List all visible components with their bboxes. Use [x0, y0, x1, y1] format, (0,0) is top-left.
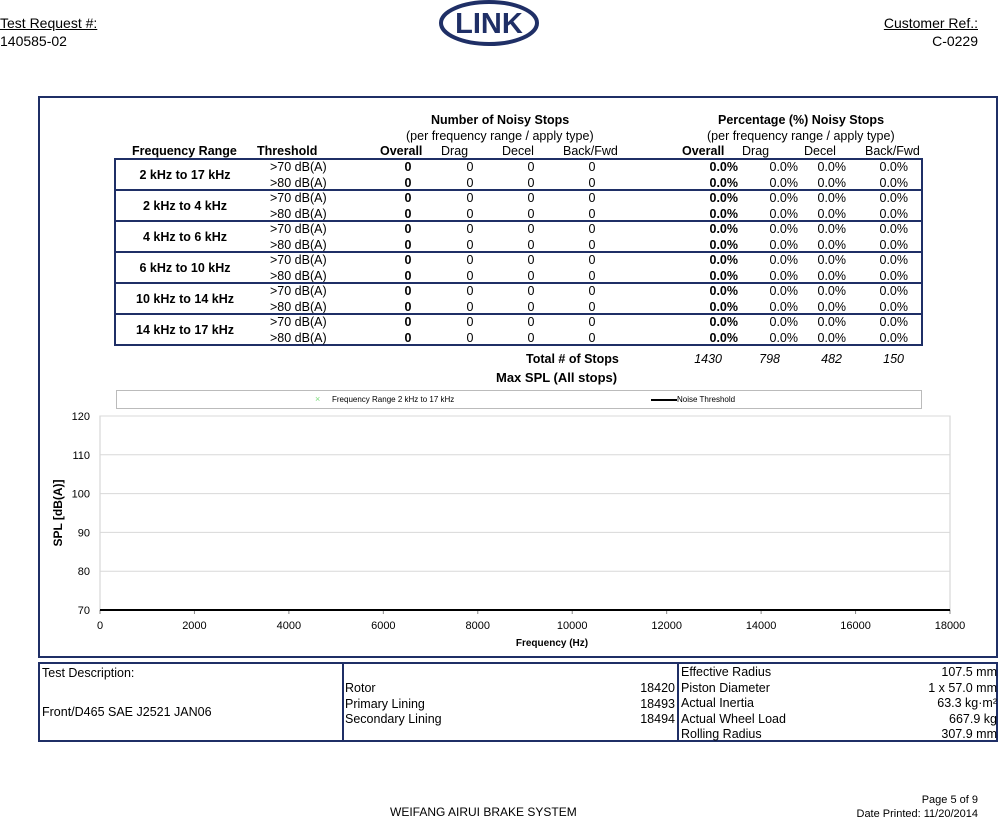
- table-cell-p-backfwd: 0.0%: [879, 284, 908, 298]
- table-cell-threshold: >70 dB(A): [270, 160, 327, 174]
- table-cell-decel: 0: [527, 175, 535, 190]
- table-cell-threshold: >80 dB(A): [270, 206, 327, 221]
- table-cell-threshold: >80 dB(A): [270, 175, 327, 190]
- total-drag: 798: [759, 352, 780, 366]
- table-cell-p-overall: 0.0%: [709, 299, 738, 314]
- legend-x-marker-icon: ×: [315, 394, 321, 404]
- chart-legend: [116, 390, 922, 409]
- table-cell-p-drag: 0.0%: [769, 237, 798, 252]
- divider: [342, 664, 344, 740]
- spec-value: 1 x 57.0 mm: [928, 680, 997, 695]
- table-cell-drag: 0: [466, 299, 474, 314]
- details-panel: [38, 662, 998, 742]
- table-cell-decel: 0: [527, 299, 535, 314]
- table-cell-threshold: >80 dB(A): [270, 237, 327, 252]
- total-label: Total # of Stops: [526, 352, 619, 366]
- table-cell-overall: 0: [404, 237, 412, 252]
- spec-label: Rolling Radius: [681, 727, 762, 741]
- table-cell-drag: 0: [466, 268, 474, 283]
- pct-section-subtitle: (per frequency range / apply type): [707, 129, 895, 143]
- table-cell-p-drag: 0.0%: [769, 330, 798, 345]
- total-decel: 482: [821, 352, 842, 366]
- part-label: Primary Lining: [345, 696, 425, 711]
- table-cell-p-overall: 0.0%: [709, 330, 738, 345]
- table-cell-decel: 0: [527, 284, 535, 298]
- part-label: Secondary Lining: [345, 712, 442, 726]
- part-value: 18420: [640, 681, 675, 695]
- table-cell-drag: 0: [466, 206, 474, 221]
- table-cell-p-overall: 0.0%: [709, 222, 738, 236]
- legend-series-2-label: Noise Threshold: [677, 395, 736, 404]
- table-cell-p-drag: 0.0%: [769, 284, 798, 298]
- table-cell-overall: 0: [404, 222, 412, 236]
- pct-section-title: Percentage (%) Noisy Stops: [718, 113, 885, 127]
- table-cell-p-backfwd: 0.0%: [879, 253, 908, 267]
- table-cell-decel: 0: [527, 237, 535, 252]
- table-cell-overall: 0: [404, 299, 412, 314]
- table-cell-decel: 0: [527, 253, 535, 267]
- frequency-range-label: 4 kHz to 6 kHz: [142, 230, 228, 244]
- table-cell-p-decel: 0.0%: [817, 268, 846, 283]
- table-cell-overall: 0: [404, 253, 412, 267]
- customer-ref-value: C-0229: [932, 33, 978, 49]
- table-cell-drag: 0: [466, 175, 474, 190]
- part-label: Rotor: [345, 681, 376, 695]
- frequency-range-label: 6 kHz to 10 kHz: [139, 261, 231, 275]
- col-overall: Overall: [380, 144, 423, 158]
- legend-series-1-label: Frequency Range 2 kHz to 17 kHz: [332, 395, 455, 404]
- table-cell-p-backfwd: 0.0%: [879, 315, 908, 329]
- table-cell-overall: 0: [404, 191, 412, 205]
- table-cell-p-decel: 0.0%: [817, 206, 846, 221]
- col-pct-backfwd: Back/Fwd: [865, 144, 920, 158]
- table-cell-backfwd: 0: [588, 237, 596, 252]
- table-cell-p-overall: 0.0%: [709, 253, 738, 267]
- table-cell-threshold: >80 dB(A): [270, 330, 327, 345]
- table-cell-backfwd: 0: [588, 315, 596, 329]
- spec-value: 63.3 kg·m²: [937, 696, 997, 710]
- y-tick-label: 90: [77, 527, 90, 540]
- table-cell-overall: 0: [404, 268, 412, 283]
- table-cell-backfwd: 0: [588, 284, 596, 298]
- chart-y-ticks: [72, 411, 90, 617]
- spec-value: 107.5 mm: [941, 665, 997, 679]
- table-cell-decel: 0: [527, 191, 535, 205]
- table-cell-p-drag: 0.0%: [769, 299, 798, 314]
- table-cell-threshold: >70 dB(A): [270, 315, 327, 329]
- table-cell-backfwd: 0: [588, 299, 596, 314]
- page-number: Page 5 of 9: [921, 794, 978, 806]
- table-cell-p-drag: 0.0%: [769, 268, 798, 283]
- total-backfwd: 150: [883, 352, 904, 366]
- table-cell-backfwd: 0: [588, 206, 596, 221]
- table-cell-overall: 0: [404, 160, 412, 174]
- table-cell-p-drag: 0.0%: [769, 191, 798, 205]
- y-tick-label: 100: [71, 488, 90, 501]
- test-description-value: Front/D465 SAE J2521 JAN06: [42, 705, 212, 719]
- table-cell-p-overall: 0.0%: [709, 160, 738, 174]
- table-cell-p-backfwd: 0.0%: [879, 237, 908, 252]
- table-cell-decel: 0: [527, 206, 535, 221]
- table-cell-p-decel: 0.0%: [817, 315, 846, 329]
- date-printed: Date Printed: 11/20/2014: [856, 808, 978, 820]
- x-tick-label: 18000: [934, 620, 966, 632]
- count-section-subtitle: (per frequency range / apply type): [406, 129, 594, 143]
- y-tick-label: 70: [77, 605, 90, 617]
- table-cell-drag: 0: [466, 160, 474, 174]
- x-tick-label: 2000: [182, 620, 207, 632]
- spec-value: 667.9 kg: [949, 711, 997, 726]
- table-cell-p-decel: 0.0%: [817, 299, 846, 314]
- table-cell-p-backfwd: 0.0%: [879, 175, 908, 190]
- count-section-title: Number of Noisy Stops: [431, 113, 570, 127]
- table-cell-decel: 0: [527, 268, 535, 283]
- x-tick-label: 6000: [371, 620, 396, 632]
- table-cell-drag: 0: [466, 237, 474, 252]
- table-cell-p-decel: 0.0%: [817, 191, 846, 205]
- test-request-label: Test Request #:: [0, 15, 98, 31]
- col-pct-overall: Overall: [682, 144, 725, 158]
- chart-x-label: Frequency (Hz): [515, 638, 589, 649]
- spec-label: Effective Radius: [681, 665, 772, 679]
- spec-value: 307.9 mm: [941, 727, 997, 741]
- table-cell-p-drag: 0.0%: [769, 160, 798, 174]
- x-tick-label: 4000: [276, 620, 302, 632]
- table-cell-p-overall: 0.0%: [709, 191, 738, 205]
- table-cell-p-decel: 0.0%: [817, 175, 846, 190]
- table-cell-drag: 0: [466, 284, 474, 298]
- frequency-range-label: 2 kHz to 17 kHz: [139, 168, 231, 182]
- table-cell-drag: 0: [466, 330, 474, 345]
- table-cell-p-overall: 0.0%: [709, 206, 738, 221]
- table-cell-backfwd: 0: [588, 268, 596, 283]
- table-cell-overall: 0: [404, 330, 412, 345]
- col-pct-drag: Drag: [742, 144, 770, 158]
- x-tick-label: 10000: [556, 620, 588, 632]
- customer-ref-label: Customer Ref.:: [883, 15, 978, 31]
- table-cell-p-decel: 0.0%: [817, 253, 846, 267]
- frequency-range-label: 2 kHz to 4 kHz: [142, 199, 228, 213]
- table-cell-backfwd: 0: [588, 160, 596, 174]
- table-cell-overall: 0: [404, 206, 412, 221]
- table-cell-p-overall: 0.0%: [709, 237, 738, 252]
- table-cell-drag: 0: [466, 315, 474, 329]
- table-cell-threshold: >70 dB(A): [270, 222, 327, 236]
- total-overall: 1430: [694, 352, 722, 366]
- frequency-range-label: 14 kHz to 17 kHz: [136, 323, 234, 337]
- table-cell-decel: 0: [527, 160, 535, 174]
- chart-title: Max SPL (All stops): [496, 370, 618, 385]
- table-cell-overall: 0: [404, 284, 412, 298]
- chart-grid: [100, 416, 950, 610]
- table-cell-backfwd: 0: [588, 175, 596, 190]
- table-cell-p-overall: 0.0%: [709, 175, 738, 190]
- table-cell-decel: 0: [527, 330, 535, 345]
- divider: [677, 664, 679, 740]
- table-cell-p-backfwd: 0.0%: [879, 268, 908, 283]
- table-cell-p-overall: 0.0%: [709, 284, 738, 298]
- x-tick-label: 8000: [465, 620, 491, 632]
- spec-label: Piston Diameter: [681, 680, 770, 695]
- chart-y-label: SPL [dB(A)]: [51, 479, 65, 547]
- test-request-value: 140585-02: [0, 33, 67, 49]
- plot-area: [100, 416, 950, 610]
- table-cell-p-drag: 0.0%: [769, 222, 798, 236]
- x-tick-label: 0: [96, 620, 104, 632]
- table-cell-backfwd: 0: [588, 191, 596, 205]
- table-cell-p-drag: 0.0%: [769, 175, 798, 190]
- logo-text: LINK: [455, 8, 523, 40]
- table-cell-p-decel: 0.0%: [817, 160, 846, 174]
- table-cell-p-decel: 0.0%: [817, 222, 846, 236]
- table-cell-p-drag: 0.0%: [769, 315, 798, 329]
- table-cell-backfwd: 0: [588, 330, 596, 345]
- table-cell-p-decel: 0.0%: [817, 237, 846, 252]
- col-threshold: Threshold: [257, 144, 318, 158]
- frequency-range-label: 10 kHz to 14 kHz: [136, 292, 234, 306]
- table-cell-p-backfwd: 0.0%: [879, 191, 908, 205]
- table-cell-drag: 0: [466, 191, 474, 205]
- part-value: 18494: [640, 712, 675, 726]
- table-cell-overall: 0: [404, 315, 412, 329]
- table-cell-overall: 0: [404, 175, 412, 190]
- y-tick-label: 80: [77, 566, 90, 579]
- link-logo: [438, 0, 540, 46]
- spec-label: Actual Inertia: [681, 696, 754, 710]
- table-cell-decel: 0: [527, 222, 535, 236]
- x-tick-label: 14000: [745, 620, 777, 632]
- legend-threshold-line-icon: [651, 399, 677, 401]
- table-cell-backfwd: 0: [588, 222, 596, 236]
- company-name: WEIFANG AIRUI BRAKE SYSTEM: [390, 805, 577, 819]
- table-cell-threshold: >80 dB(A): [270, 299, 327, 314]
- col-backfwd: Back/Fwd: [563, 144, 618, 158]
- table-cell-p-backfwd: 0.0%: [879, 330, 908, 345]
- table-cell-p-backfwd: 0.0%: [879, 160, 908, 174]
- test-description-label: Test Description:: [42, 666, 135, 680]
- col-pct-decel: Decel: [804, 144, 836, 158]
- table-cell-p-decel: 0.0%: [817, 284, 846, 298]
- x-tick-label: 16000: [840, 620, 871, 632]
- y-tick-label: 120: [71, 411, 90, 423]
- col-drag: Drag: [441, 144, 469, 158]
- table-cell-p-overall: 0.0%: [709, 268, 738, 283]
- table-cell-drag: 0: [466, 253, 474, 267]
- part-value: 18493: [640, 696, 675, 711]
- x-tick-label: 12000: [651, 620, 682, 632]
- table-cell-p-overall: 0.0%: [709, 315, 738, 329]
- chart-x-ticks: [97, 610, 965, 632]
- table-cell-decel: 0: [527, 315, 535, 329]
- table-cell-threshold: >70 dB(A): [270, 191, 327, 205]
- col-frequency-range: Frequency Range: [132, 144, 237, 158]
- table-cell-p-backfwd: 0.0%: [879, 206, 908, 221]
- table-cell-p-drag: 0.0%: [769, 206, 798, 221]
- table-cell-threshold: >70 dB(A): [270, 284, 327, 298]
- table-cell-p-backfwd: 0.0%: [879, 222, 908, 236]
- table-cell-drag: 0: [466, 222, 474, 236]
- col-decel: Decel: [502, 144, 534, 158]
- table-cell-backfwd: 0: [588, 253, 596, 267]
- table-cell-p-backfwd: 0.0%: [879, 299, 908, 314]
- table-cell-threshold: >80 dB(A): [270, 268, 327, 283]
- spl-chart: [40, 410, 990, 656]
- spec-label: Actual Wheel Load: [681, 711, 786, 726]
- table-cell-p-decel: 0.0%: [817, 330, 846, 345]
- table-cell-threshold: >70 dB(A): [270, 253, 327, 267]
- y-tick-label: 110: [72, 449, 90, 462]
- table-cell-p-drag: 0.0%: [769, 253, 798, 267]
